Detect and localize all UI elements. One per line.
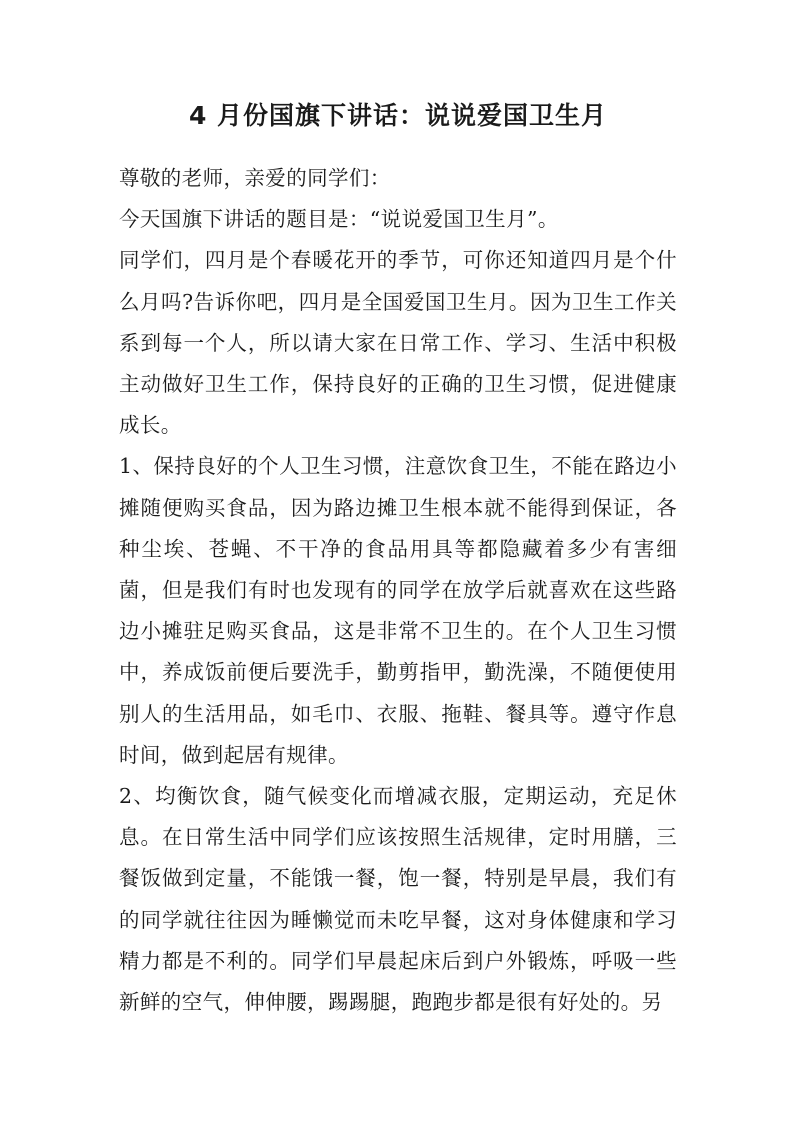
intro-paragraph: 同学们，四月是个春暖花开的季节，可你还知道四月是个什么月吗?告诉你吧，四月是全国爱国卫生月。因为卫生工作关系到每一个人，所以请大家在日常工作、学习、生活中积极主动做好卫生工作，保持良好的正确的卫生习惯，促进健康成长。 — [119, 248, 677, 438]
document-page — [119, 96, 677, 1023]
topic-paragraph: 今天国旗下讲话的题目是：“说说爱国卫生月”。 — [119, 207, 559, 232]
salutation: 尊敬的老师，亲爱的同学们： — [119, 166, 391, 190]
point-1-paragraph: 1、保持良好的个人卫生习惯，注意饮食卫生，不能在路边小摊随便购买食品，因为路边摊卫生根本就不能得到保证，各种尘埃、苍蝇、不干净的食品用具等都隐藏着多少有害细菌，但是我们有时也发现有的同学在放学后就喜欢在这些路边小摊驻足购买食品，这是非常不卫生的。在个人卫生习惯中，养成饭前便后要洗手，勤剪指甲，勤洗澡，不随便使用别人的生活用品，如毛巾、衣服、拖鞋、餐具等。遵守作息时间，做到起居有规律。 — [119, 454, 677, 767]
document-title: 4 月份国旗下讲话：说说爱国卫生月 — [188, 101, 608, 130]
point-2-paragraph: 2、均衡饮食，随气候变化而增减衣服，定期运动，充足休息。在日常生活中同学们应该按照生活规律，定时用膳，三餐饭做到定量，不能饿一餐，饱一餐，特别是早晨，我们有的同学就往往因为睡懒觉而未吃早餐，这对身体健康和学习精力都是不利的。同学们早晨起床后到户外锻炼，呼吸一些新鲜的空气，伸伸腰，踢踢腿，跑跑步都是很有好处的。另 — [119, 784, 677, 1015]
